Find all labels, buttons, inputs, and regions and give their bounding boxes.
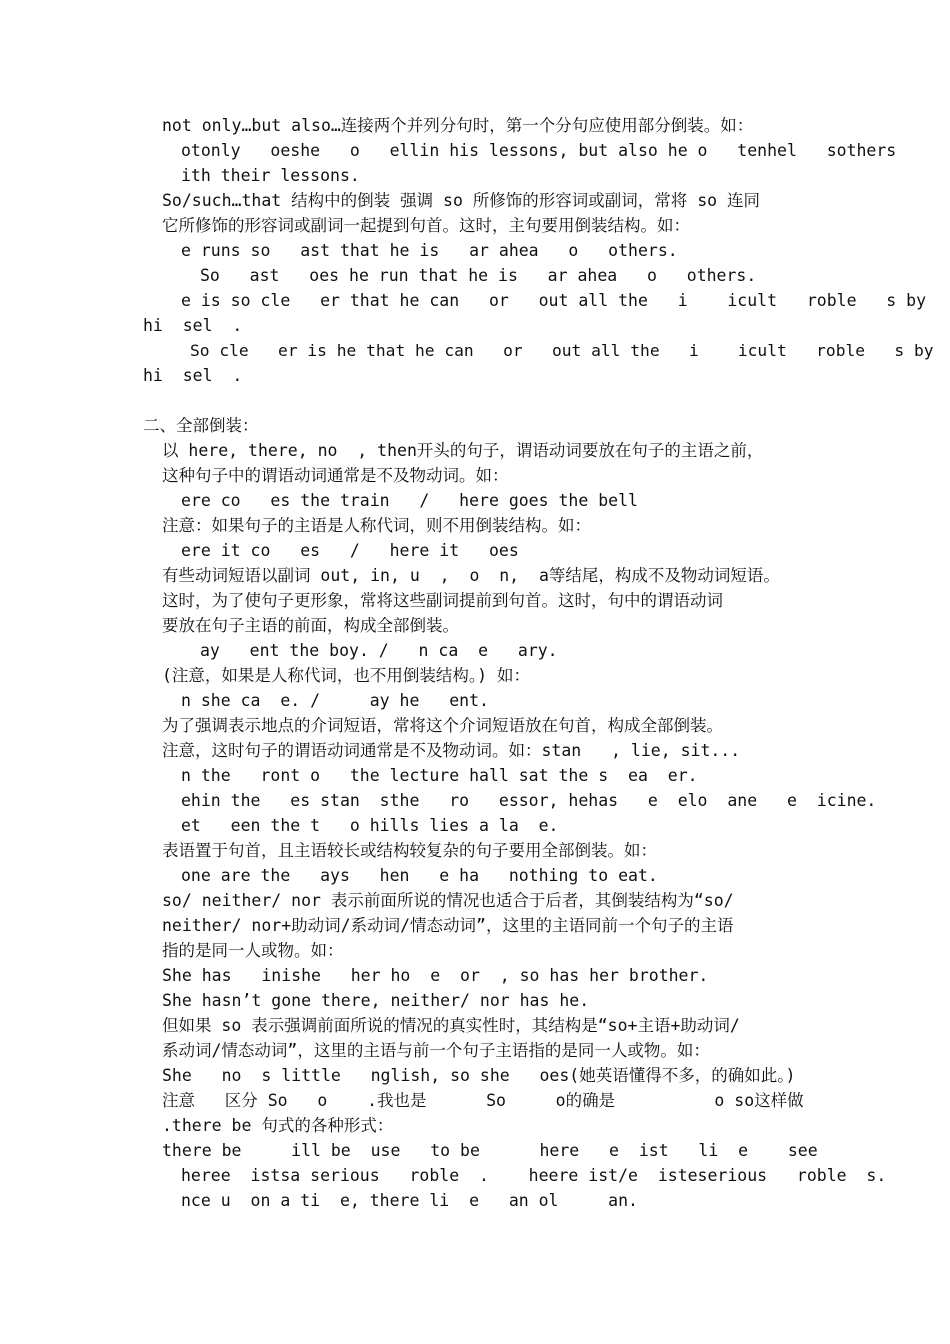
text-line-20: 要放在句子主语的前面，构成全部倒装。 <box>162 616 459 635</box>
text-line-38: She no s little nglish, so she oes(她英语懂得不多，的确如此。) <box>162 1066 796 1085</box>
text-line-14: 这种句子中的谓语动词通常是不及物动词。如： <box>162 466 509 485</box>
text-line-35: She hasn’t gone there, neither/ nor has he. <box>162 991 590 1010</box>
text-line-39: 注意 区分 So o .我也是 So o的确是 o so这样做 <box>162 1091 804 1110</box>
text-line-42: heree istsa serious roble . heere ist/e isteserious roble s. <box>181 1166 887 1185</box>
text-line-1: not only…but also…连接两个并列分句时，第一个分句应使用部分倒装。如： <box>162 116 754 135</box>
text-line-22: (注意，如果是人称代词，也不用倒装结构。) 如： <box>162 666 531 685</box>
text-line-23: n she ca e. / ay he ent. <box>181 691 489 710</box>
text-line-21: ay ent the boy. / n ca e ary. <box>200 641 558 660</box>
text-line-18: 有些动词短语以副词 out, in, u , o n, a等结尾，构成不及物动词短语。 <box>162 566 780 585</box>
text-line-30: one are the ays hen e ha nothing to eat. <box>181 866 658 885</box>
text-line-34: She has inishe her ho e or , so has her brother. <box>162 966 709 985</box>
text-line-19: 这时，为了使句子更形象，常将这些副词提前到句首。这时，句中的谓语动词 <box>162 591 723 610</box>
text-line-36: 但如果 so 表示强调前面所说的情况的真实性时，其结构是“so+主语+助动词/ <box>162 1016 740 1035</box>
text-line-17: ere it co es / here it oes <box>181 541 519 560</box>
text-line-31: so/ neither/ nor 表示前面所说的情况也适合于后者，其倒装结构为“so/ <box>162 891 734 910</box>
text-line-9: hi sel . <box>143 316 243 335</box>
text-line-4: So/such…that 结构中的倒装 强调 so 所修饰的形容词或副词，常将 so 连同 <box>162 191 761 210</box>
text-line-24: 为了强调表示地点的介词短语，常将这个介词短语放在句首，构成全部倒装。 <box>162 716 723 735</box>
text-line-16: 注意：如果句子的主语是人称代词，则不用倒装结构。如： <box>162 516 591 535</box>
text-line-8: e is so cle er that he can or out all the i icult roble s by <box>181 291 927 310</box>
text-line-37: 系动词/情态动词”，这里的主语与前一个句子主语指的是同一人或物。如： <box>162 1041 710 1060</box>
text-line-15: ere co es the train / here goes the bell <box>181 491 638 510</box>
text-line-40: .there be 句式的各种形式： <box>162 1116 394 1135</box>
text-line-11: hi sel . <box>143 366 243 385</box>
text-line-27: ehin the es stan sthe ro essor, hehas e elo ane e icine. <box>181 791 877 810</box>
text-line-5: 它所修饰的形容词或副词一起提到句首。这时，主句要用倒装结构。如： <box>162 216 690 235</box>
text-line-28: et een the t o hills lies a la e. <box>181 816 559 835</box>
text-line-13: 以 here, there, no , then开头的句子，谓语动词要放在句子的主语之前， <box>162 441 764 460</box>
text-line-2: otonly oeshe o ellin his lessons, but also he o tenhel sothers <box>181 141 897 160</box>
text-line-6: e runs so ast that he is ar ahea o others. <box>181 241 678 260</box>
text-line-25: 注意，这时句子的谓语动词通常是不及物动词。如：stan , lie, sit... <box>162 741 741 760</box>
text-line-29: 表语置于句首，且主语较长或结构较复杂的句子要用全部倒装。如： <box>162 841 657 860</box>
text-line-7: So ast oes he run that he is ar ahea o others. <box>200 266 757 285</box>
text-line-41: there be ill be use to be here e ist li e see <box>162 1141 818 1160</box>
text-line-10: So cle er is he that he can or out all the i icult roble s by <box>190 341 934 360</box>
text-line-3: ith their lessons. <box>181 166 360 185</box>
text-line-26: n the ront o the lecture hall sat the s ea er. <box>181 766 698 785</box>
text-line-32: neither/ nor+助动词/系动词/情态动词”，这里的主语同前一个句子的主语 <box>162 916 734 935</box>
section-heading: 二、全部倒装： <box>143 416 259 435</box>
text-line-33: 指的是同一人或物。如： <box>162 941 344 960</box>
text-line-43: nce u on a ti e, there li e an ol an. <box>181 1191 638 1210</box>
